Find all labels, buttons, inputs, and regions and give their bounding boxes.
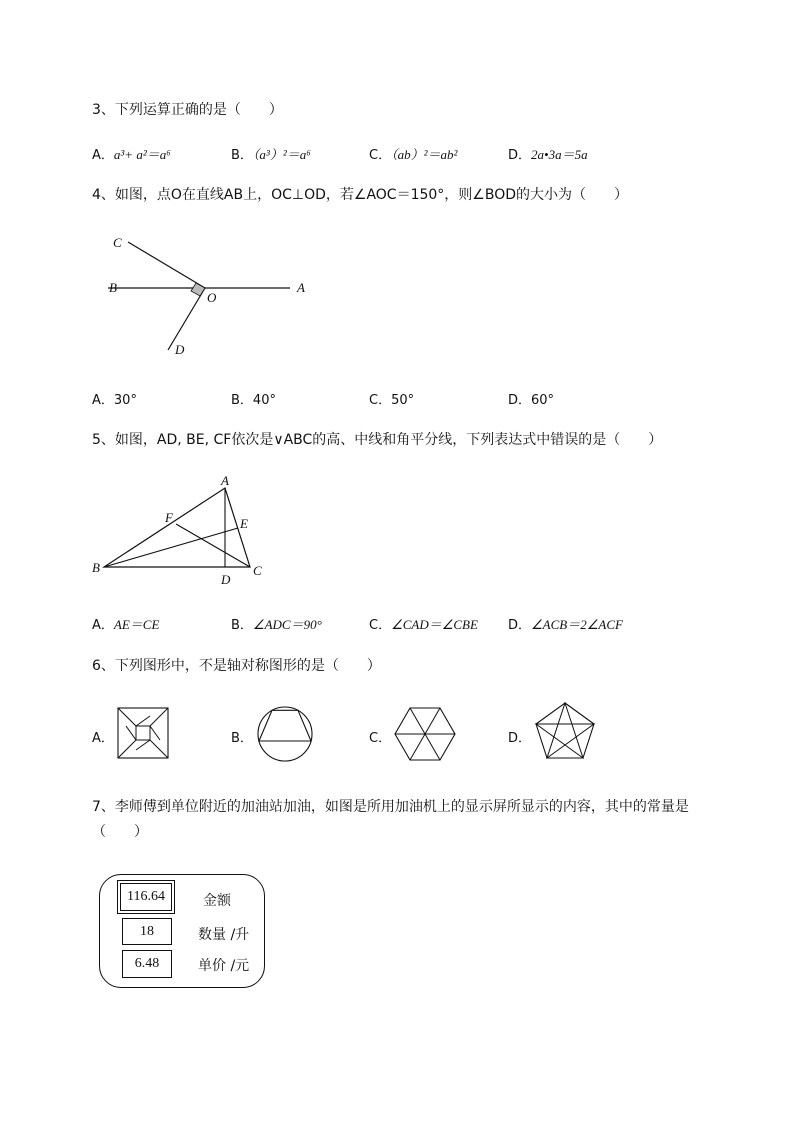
q7-stem-line2: （ ） bbox=[92, 824, 148, 840]
label-b: B bbox=[109, 280, 117, 295]
q6-stem: 6、下列图形中，不是轴对称图形的是（ ） bbox=[92, 658, 381, 674]
unit-price-value: 6.48 bbox=[122, 950, 172, 978]
label-d: D bbox=[221, 572, 231, 587]
q4-option-a: A．30° bbox=[92, 393, 137, 408]
label-c: C bbox=[253, 563, 262, 578]
label-a: A bbox=[297, 280, 305, 295]
median-be bbox=[104, 528, 238, 567]
label-c: C bbox=[113, 235, 122, 250]
divided-hexagon-figure bbox=[392, 704, 458, 764]
label-o: O bbox=[207, 290, 217, 305]
label-f: F bbox=[165, 510, 173, 525]
label-e: E bbox=[240, 516, 248, 531]
q6-option-d: D． bbox=[508, 731, 532, 746]
label-b: B bbox=[92, 560, 100, 575]
label-d: D bbox=[175, 342, 185, 357]
volume-label: 数量 /升 bbox=[198, 927, 250, 943]
q6-option-c: C． bbox=[369, 731, 392, 746]
q4-option-d: D．60° bbox=[508, 393, 555, 408]
pinwheel-square-figure bbox=[116, 706, 170, 760]
q6-option-b: B． bbox=[231, 731, 253, 746]
q3-option-c: C．（ab）²＝ab² bbox=[369, 147, 458, 163]
q5-option-a: A．AE＝CE bbox=[92, 617, 160, 633]
q3-stem: 3、下列运算正确的是（ ） bbox=[92, 102, 283, 118]
q5-figure bbox=[90, 472, 270, 587]
q3-option-a: A．a³+ a²＝a⁶ bbox=[92, 147, 171, 163]
amount-value: 116.64 bbox=[120, 883, 172, 911]
ray-od bbox=[168, 288, 205, 350]
q5-stem: 5、如图，AD, BE, CF依次是∨ABC的高、中线和角平分线，下列表达式中错误的是（ ） bbox=[92, 432, 663, 448]
trapezoid-in-circle-figure bbox=[255, 704, 315, 764]
q3-option-b: B．（a³）²＝a⁶ bbox=[231, 147, 311, 163]
q4-figure bbox=[100, 228, 330, 363]
label-a: A bbox=[221, 473, 229, 488]
volume-value: 18 bbox=[122, 918, 172, 945]
q4-stem: 4、如图，点O在直线AB上，OC⊥OD，若∠AOC＝150°，则∠BOD的大小为（ ） bbox=[92, 187, 629, 203]
q4-option-b: B．40° bbox=[231, 393, 276, 408]
unit-price-label: 单价 /元 bbox=[198, 958, 250, 974]
q6-option-a: A． bbox=[92, 731, 114, 746]
ray-oc bbox=[128, 242, 205, 288]
q5-option-d: D．∠ACB＝2∠ACF bbox=[508, 617, 623, 633]
q5-option-b: B．∠ADC＝90° bbox=[231, 617, 322, 633]
q5-option-c: C．∠CAD＝∠CBE bbox=[369, 617, 478, 633]
q4-option-c: C．50° bbox=[369, 393, 415, 408]
q7-stem-line1: 7、李师傅到单位附近的加油站加油，如图是所用加油机上的显示屏所显示的内容，其中的常量是 bbox=[92, 799, 689, 815]
q3-option-d: D．2a•3a＝5a bbox=[508, 147, 588, 163]
amount-label: 金额 bbox=[203, 893, 231, 909]
triangle-abc bbox=[104, 488, 250, 567]
right-angle-mark bbox=[191, 283, 205, 296]
pentagram-in-pentagon-figure bbox=[532, 700, 598, 764]
